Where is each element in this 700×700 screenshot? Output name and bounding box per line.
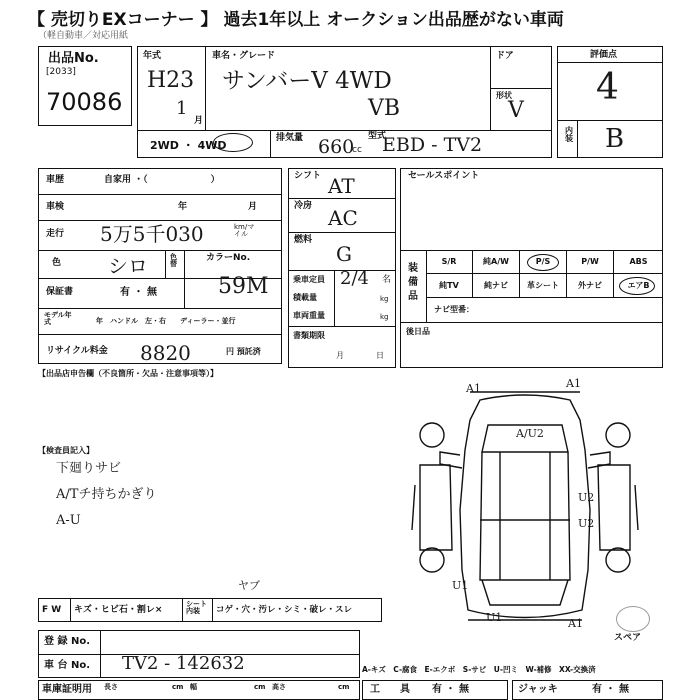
inspection-month: 月 xyxy=(248,202,258,212)
cert-width-unit: cm xyxy=(254,683,266,691)
month-value: 1 xyxy=(176,98,188,119)
damage-mark: A/U2 xyxy=(516,427,544,440)
sub-caption: （軽自動車／対応用紙 xyxy=(38,31,129,41)
sales-point-label: セールスポイント xyxy=(408,171,480,181)
lot-sub-number: [2033] xyxy=(46,67,76,77)
equip-cell: エアB xyxy=(614,274,663,298)
inspector-line-3: A-U xyxy=(56,513,81,528)
payload-unit: kg xyxy=(380,295,389,303)
mileage-value: 5万5千030 xyxy=(100,222,204,246)
model-year-fields: 年 ハンドル 左・右 ディーラー・並行 xyxy=(96,317,236,325)
fuel-label: 燃料 xyxy=(294,235,313,245)
color-no-value: 59M xyxy=(218,274,269,299)
garage-cert-label: 車庫証明用 xyxy=(42,684,92,695)
model-year-label: モデル年式 xyxy=(44,311,72,326)
cert-height: 高さ xyxy=(272,683,286,691)
shape-value: V xyxy=(508,98,524,123)
interior-value: B xyxy=(605,124,625,154)
navi-model-label: ナビ型番： xyxy=(434,305,474,314)
equip-cell: S/R xyxy=(426,250,473,274)
name-value: サンバーV 4WD xyxy=(222,68,392,94)
capacity-unit: 名 xyxy=(382,275,392,285)
mileage-unit: km/マイル xyxy=(234,223,255,238)
doc-day: 日 xyxy=(376,351,384,360)
shift-label: シフト xyxy=(294,171,322,181)
jack-label: ジャッキ xyxy=(518,684,558,695)
damage-mark: U1 xyxy=(486,611,503,624)
lot-number-label: 出品No. xyxy=(48,51,99,66)
chassis-label: 車 台 No. xyxy=(44,660,91,671)
equipment-label: 装備品 xyxy=(408,263,418,302)
drive-options: 2WD ・ 4WD xyxy=(150,139,227,152)
tools-value: 有 ・ 無 xyxy=(432,684,469,695)
color-swap-label: 色替 xyxy=(170,253,177,268)
month-label: 月 xyxy=(194,116,204,126)
color-no-label: カラーNo. xyxy=(206,253,251,263)
equipment-grid xyxy=(426,250,663,298)
equip-cell: P/W xyxy=(567,250,614,274)
damage-mark: A1 xyxy=(568,617,583,630)
registration-label: 登 録 No. xyxy=(44,636,91,647)
lot-number-value: 70086 xyxy=(46,88,123,116)
payload-label: 積載量 xyxy=(293,293,317,302)
equip-cell: P/S xyxy=(520,250,567,274)
history-value: 自家用 ・（ ） xyxy=(104,175,220,185)
displacement-unit: cc xyxy=(352,145,362,155)
weight-unit: kg xyxy=(380,313,389,321)
capacity-label: 乗車定員 xyxy=(293,275,325,284)
cert-length: 長さ xyxy=(104,683,118,691)
equip-circle-airbag xyxy=(619,277,655,295)
weight-label: 車両重量 xyxy=(293,311,325,320)
ac-label: 冷房 xyxy=(294,201,313,211)
interior-label: 内装 xyxy=(565,126,573,143)
equip-cell: ABS xyxy=(614,250,663,274)
damage-legend: A-キズ C-腐食 E-エクボ S-サビ U-凹ミ W-補修 XX-交換済 xyxy=(362,665,596,674)
jack-value: 有 ・ 無 xyxy=(592,684,629,695)
recycle-label: リサイクル料金 xyxy=(46,346,108,356)
inspection-label: 車検 xyxy=(46,202,65,212)
equip-cell: 純TV xyxy=(426,274,473,298)
equip-cell: 純ナビ xyxy=(473,274,520,298)
banner-title: 【 売切りEXコーナー 】 過去1年以上 オークション出品歴がない車両 xyxy=(28,10,564,30)
seller-notes-label: 【出品店申告欄（不良箇所・欠品・注意事項等）】 xyxy=(38,369,218,378)
doc-month: 月 xyxy=(336,351,344,360)
grade-value: VB xyxy=(368,96,401,121)
seat-note: ヤブ xyxy=(238,579,260,592)
seat-label: シート内装 xyxy=(186,600,207,615)
fw-items: キズ・ヒビ石・割レ× xyxy=(74,605,163,615)
name-grade-label: 車名・グレード xyxy=(212,51,276,61)
color-label: 色 xyxy=(52,258,62,268)
damage-mark: A1 xyxy=(566,377,581,390)
equip-cell: 純A/W xyxy=(473,250,520,274)
model-value: EBD - TV2 xyxy=(382,134,483,156)
cert-length-unit: cm xyxy=(172,683,184,691)
car-damage-diagram xyxy=(410,377,640,640)
warranty-value: 有 ・ 無 xyxy=(120,287,157,298)
damage-mark: U2 xyxy=(578,517,595,530)
equip-circle-ps xyxy=(527,254,559,271)
damage-mark: U2 xyxy=(578,491,595,504)
color-value: シロ xyxy=(108,254,148,278)
displacement-label: 排気量 xyxy=(276,133,304,143)
inspector-line-2: A/Tチ持ちかぎり xyxy=(56,487,157,502)
equip-cell: 外ナビ xyxy=(567,274,614,298)
spare-label: スペア xyxy=(614,633,642,643)
door-label: ドア xyxy=(496,51,514,61)
mileage-label: 走行 xyxy=(46,229,65,239)
inspector-line-1: 下廻りサビ xyxy=(56,461,122,476)
fw-label: F W xyxy=(42,605,62,615)
cert-height-unit: cm xyxy=(338,683,350,691)
drive-circle xyxy=(213,133,253,152)
score-label: 評価点 xyxy=(590,50,618,60)
year-label: 年式 xyxy=(143,51,162,61)
score-value: 4 xyxy=(596,67,619,108)
doc-label: 書類期限 xyxy=(293,331,325,340)
seat-items: コゲ・穴・汚レ・シミ・破レ・スレ xyxy=(216,605,353,615)
model-label: 型式 xyxy=(368,131,387,141)
inspection-year: 年 xyxy=(178,202,188,212)
warranty-label: 保証書 xyxy=(46,287,74,297)
equip-cell: 革シート xyxy=(520,274,567,298)
history-label: 車歴 xyxy=(46,175,65,185)
chassis-value: TV2 - 142632 xyxy=(122,653,245,674)
year-value: H23 xyxy=(147,68,195,93)
spare-tire-circle xyxy=(616,606,650,632)
ac-value: AC xyxy=(328,206,358,230)
recycle-value: 8820 xyxy=(140,341,191,365)
arrival-label: 後日品 xyxy=(406,327,430,336)
fuel-value: G xyxy=(336,242,352,266)
shape-label: 形状 xyxy=(496,91,512,100)
tools-label: 工 具 xyxy=(370,684,410,695)
damage-mark: A1 xyxy=(466,382,481,395)
inspector-label: 【検査員記入】 xyxy=(38,446,94,455)
damage-mark: U1 xyxy=(452,579,469,592)
cert-width: 幅 xyxy=(190,683,197,691)
displacement-value: 660 xyxy=(318,136,355,158)
shift-value: AT xyxy=(328,174,355,198)
recycle-unit: 円 預託済 xyxy=(226,347,261,356)
capacity-value: 2/4 xyxy=(340,268,369,289)
